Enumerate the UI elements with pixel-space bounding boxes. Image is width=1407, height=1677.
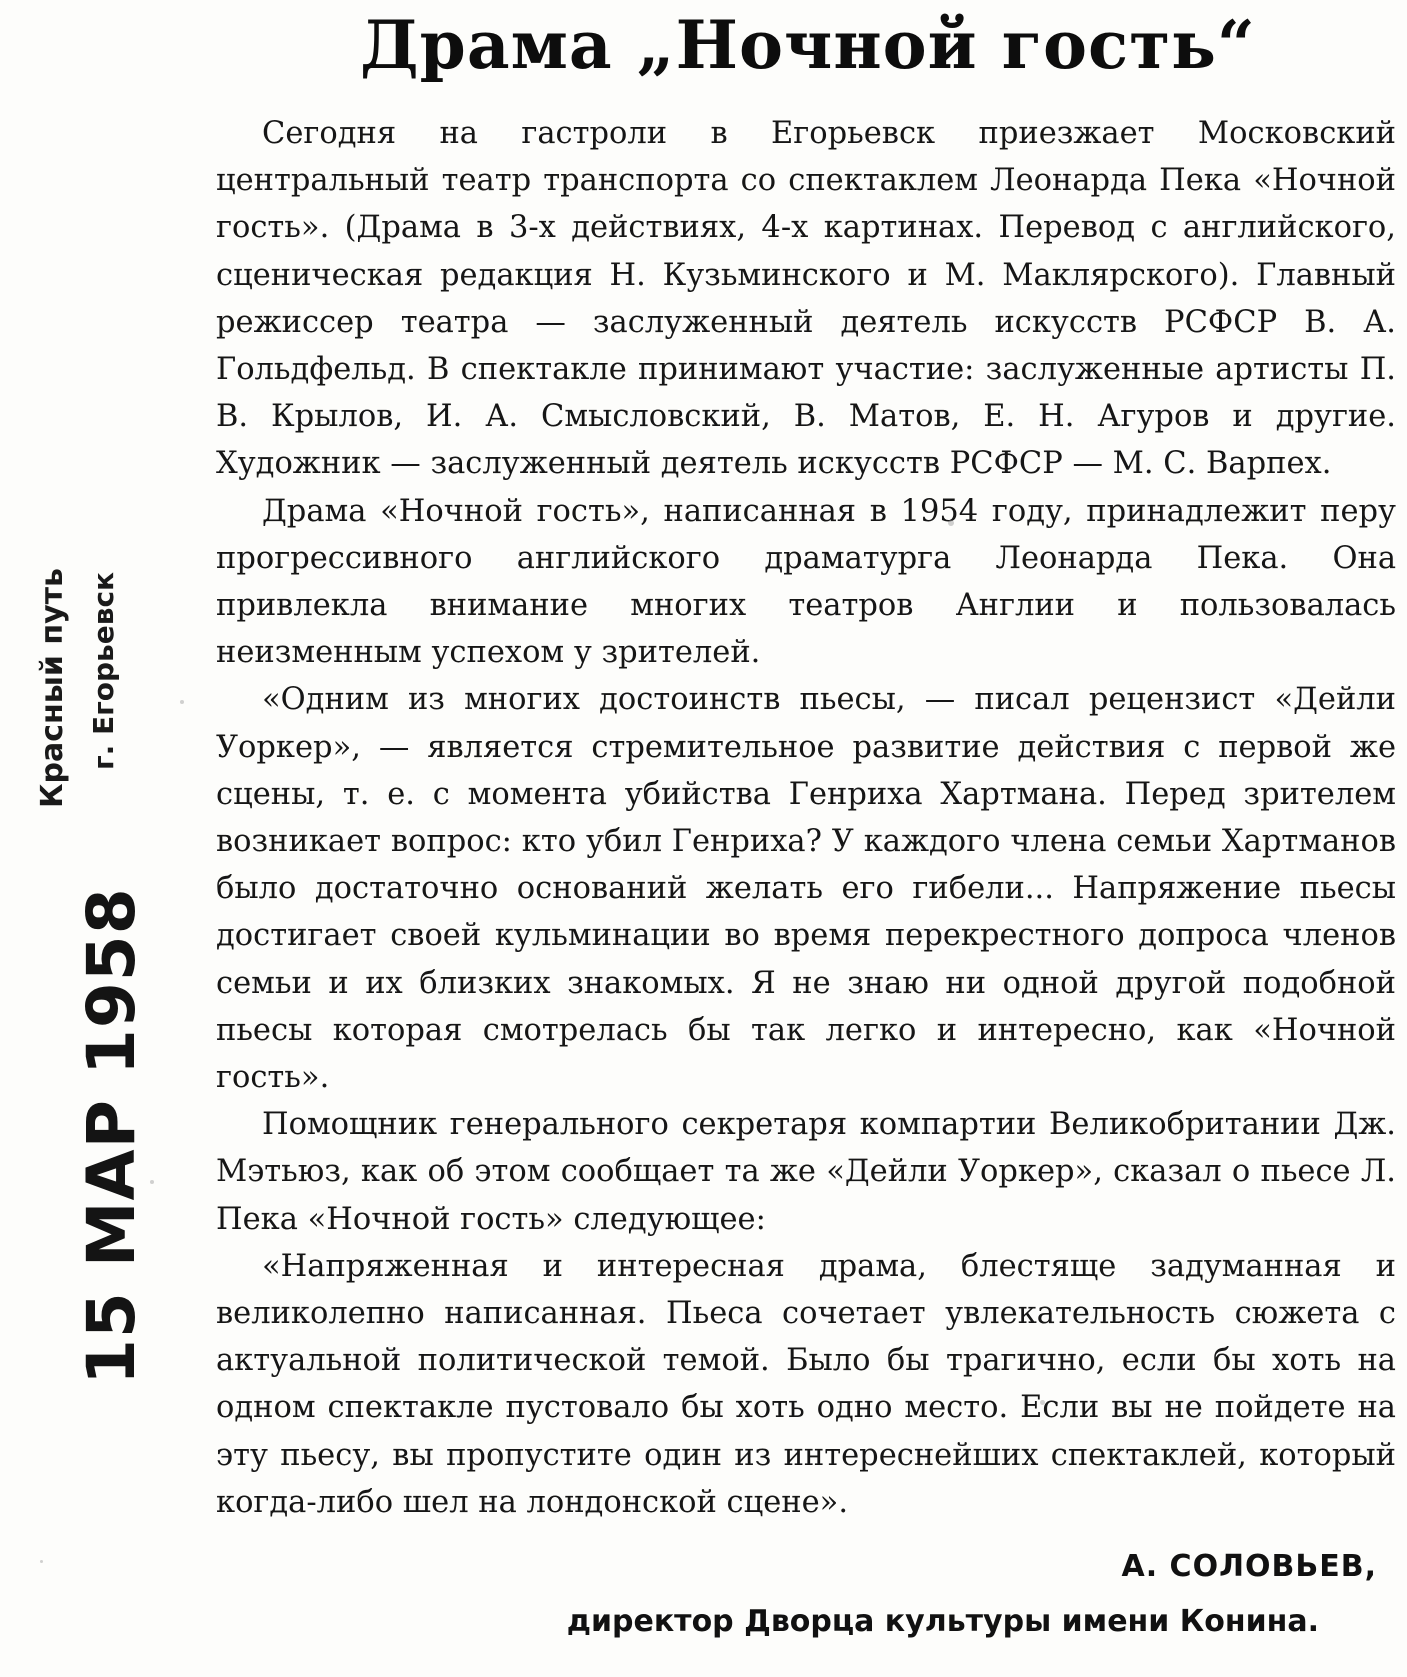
stamp-date: 15 МАР 1958 — [73, 887, 150, 1385]
article-paragraph-2: Драма «Ночной гость», написанная в 1954 году, принадлежит перу прогрессивного английского драматурга Леонарда Пека. Она привлекла внимание многих театров Англии и пользовалась неизменным успехом у зрителей. — [216, 493, 1396, 671]
author-name: А. СОЛОВЬЕВ, — [1121, 1549, 1377, 1584]
print-speck — [150, 1180, 154, 1184]
print-speck — [948, 520, 954, 526]
article-paragraph-1: Сегодня на гастроли в Егорьевск приезжает Московский центральный театр транспорта со спектаклем Леонарда Пека «Ночной гость». (Драма в 3-х действиях, 4-х картинах. Перевод с английского, сценическая редакция Н. Кузьминского и М. Маклярского). Главный режиссер театра — заслуженный деятель искусств РСФСР В. А. Гольдфельд. В спектакле принимают участие: заслуженные артисты П. В. Крылов, И. А. Смысловский, В. Матов, Е. Н. Агуров и другие. Художник — заслуженный деятель искусств РСФСР — М. С. Варпех. — [216, 116, 1396, 482]
article-paragraph-4: Помощник генерального секретаря компартии Великобритании Дж. Мэтьюз, как об этом сообщает та же «Дейли Уоркер», сказал о пьесе Л. Пека «Ночной гость» следующее: — [216, 1107, 1396, 1237]
author-title: директор Дворца культуры имени Конина. — [566, 1604, 1319, 1639]
article-body — [216, 110, 1396, 1526]
stamp-newspaper-name: Красный путь — [35, 568, 70, 808]
stamp-city: г. Егорьевск — [87, 571, 120, 770]
print-speck — [40, 1560, 43, 1563]
print-speck — [180, 700, 184, 704]
author-signature — [567, 1543, 1377, 1647]
print-speck — [1040, 1400, 1045, 1405]
article-paragraph-5: «Напряженная и интересная драма, блестяще задуманная и великолепно написанная. Пьеса сочетает увлекательность сюжета с актуальной политической темой. Было бы трагично, если бы хоть на одном спектакле пустовало бы хоть одно место. Если вы не пойдете на эту пьесу, вы пропустите один из интереснейших спектаклей, который когда-либо шел на лондонской сцене». — [216, 1248, 1396, 1520]
article-headline: Драма „Ночной гость“ — [360, 6, 1256, 84]
article-paragraph-3: «Одним из многих достоинств пьесы, — писал рецензист «Дейли Уоркер», — является стремительное развитие действия с первой же сцены, т. е. с момента убийства Генриха Хартмана. Перед зрителем возникает вопрос: кто убил Генриха? У каждого члена семьи Хартманов было достаточно оснований желать его гибели... Напряжение пьесы достигает своей кульминации во время перекрестного допроса членов семьи и их близких знакомых. Я не знаю ни одной другой подобной пьесы которая смотрелась бы так легко и интересно, как «Ночной гость». — [216, 682, 1396, 1096]
